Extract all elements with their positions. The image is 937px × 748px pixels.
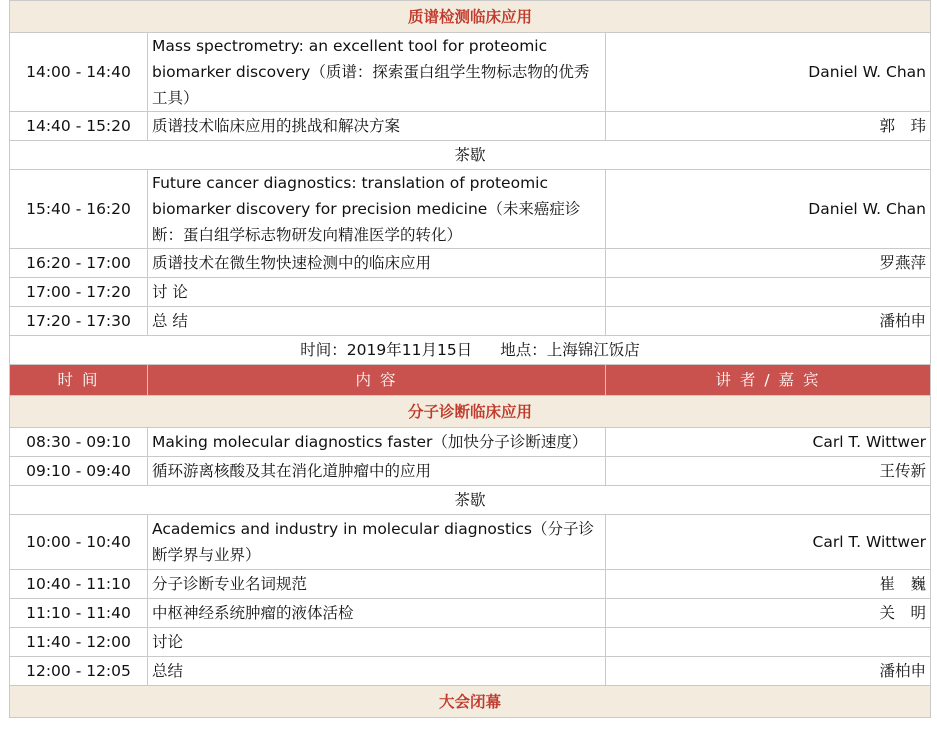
speaker-cell: Carl T. Wittwer xyxy=(606,428,931,457)
date-label: 时间：2019年11月15日 xyxy=(300,341,473,359)
time-cell: 14:00 - 14:40 xyxy=(10,33,148,112)
section-title-row xyxy=(10,1,931,33)
topic-cell: 质谱技术在微生物快速检测中的临床应用 xyxy=(148,249,606,278)
topic-cell: Making molecular diagnostics faster（加快分子诊断速度） xyxy=(148,428,606,457)
table-row xyxy=(10,428,931,457)
topic-cell: Academics and industry in molecular diagnostics（分子诊断学界与业界） xyxy=(148,515,606,570)
time-cell: 14:40 - 15:20 xyxy=(10,112,148,141)
closing-row xyxy=(10,686,931,718)
closing-label: 大会闭幕 xyxy=(10,686,931,718)
table-row xyxy=(10,515,931,570)
topic-cell: Mass spectrometry: an excellent tool for proteomic biomarker discovery（质谱：探索蛋白组学生物标志物的优秀工具） xyxy=(148,33,606,112)
break-row xyxy=(10,486,931,515)
time-cell: 17:00 - 17:20 xyxy=(10,278,148,307)
time-cell: 08:30 - 09:10 xyxy=(10,428,148,457)
header-content: 内 容 xyxy=(148,365,606,396)
schedule-table xyxy=(9,0,931,718)
table-row xyxy=(10,657,931,686)
time-cell: 11:10 - 11:40 xyxy=(10,599,148,628)
time-cell: 10:40 - 11:10 xyxy=(10,570,148,599)
header-speaker: 讲 者 / 嘉 宾 xyxy=(606,365,931,396)
time-cell: 09:10 - 09:40 xyxy=(10,457,148,486)
topic-cell: 总结 xyxy=(148,657,606,686)
time-cell: 11:40 - 12:00 xyxy=(10,628,148,657)
speaker-cell: 潘柏申 xyxy=(606,657,931,686)
table-row xyxy=(10,628,931,657)
speaker-cell: 崔 巍 xyxy=(606,570,931,599)
topic-cell: 讨论 xyxy=(148,628,606,657)
venue-label: 地点：上海锦江饭店 xyxy=(500,341,640,359)
topic-cell: 总 结 xyxy=(148,307,606,336)
section-title-row xyxy=(10,396,931,428)
time-cell: 16:20 - 17:00 xyxy=(10,249,148,278)
break-label: 茶歇 xyxy=(10,486,931,515)
column-header-row xyxy=(10,365,931,396)
date-venue-cell xyxy=(10,336,931,365)
section-title: 分子诊断临床应用 xyxy=(10,396,931,428)
table-row xyxy=(10,570,931,599)
speaker-cell: Daniel W. Chan xyxy=(606,170,931,249)
topic-cell: Future cancer diagnostics: translation of proteomic biomarker discovery for precision medicine（未来癌症诊断：蛋白组学标志物研发向精准医学的转化） xyxy=(148,170,606,249)
time-cell: 15:40 - 16:20 xyxy=(10,170,148,249)
schedule-container xyxy=(9,0,931,718)
table-row xyxy=(10,112,931,141)
table-row xyxy=(10,457,931,486)
speaker-cell: 王传新 xyxy=(606,457,931,486)
speaker-cell: Daniel W. Chan xyxy=(606,33,931,112)
header-time: 时 间 xyxy=(10,365,148,396)
time-cell: 17:20 - 17:30 xyxy=(10,307,148,336)
break-label: 茶歇 xyxy=(10,141,931,170)
speaker-cell xyxy=(606,278,931,307)
topic-cell: 中枢神经系统肿瘤的液体活检 xyxy=(148,599,606,628)
speaker-cell: Carl T. Wittwer xyxy=(606,515,931,570)
topic-cell: 质谱技术临床应用的挑战和解决方案 xyxy=(148,112,606,141)
table-row xyxy=(10,249,931,278)
topic-cell: 讨 论 xyxy=(148,278,606,307)
table-row xyxy=(10,307,931,336)
table-row xyxy=(10,33,931,112)
date-venue-row xyxy=(10,336,931,365)
time-cell: 12:00 - 12:05 xyxy=(10,657,148,686)
speaker-cell: 关 明 xyxy=(606,599,931,628)
topic-cell: 循环游离核酸及其在消化道肿瘤中的应用 xyxy=(148,457,606,486)
speaker-cell: 潘柏申 xyxy=(606,307,931,336)
speaker-cell: 郭 玮 xyxy=(606,112,931,141)
time-cell: 10:00 - 10:40 xyxy=(10,515,148,570)
section-title: 质谱检测临床应用 xyxy=(10,1,931,33)
speaker-cell: 罗燕萍 xyxy=(606,249,931,278)
table-row xyxy=(10,599,931,628)
break-row xyxy=(10,141,931,170)
speaker-cell xyxy=(606,628,931,657)
table-row xyxy=(10,278,931,307)
topic-cell: 分子诊断专业名词规范 xyxy=(148,570,606,599)
table-row xyxy=(10,170,931,249)
